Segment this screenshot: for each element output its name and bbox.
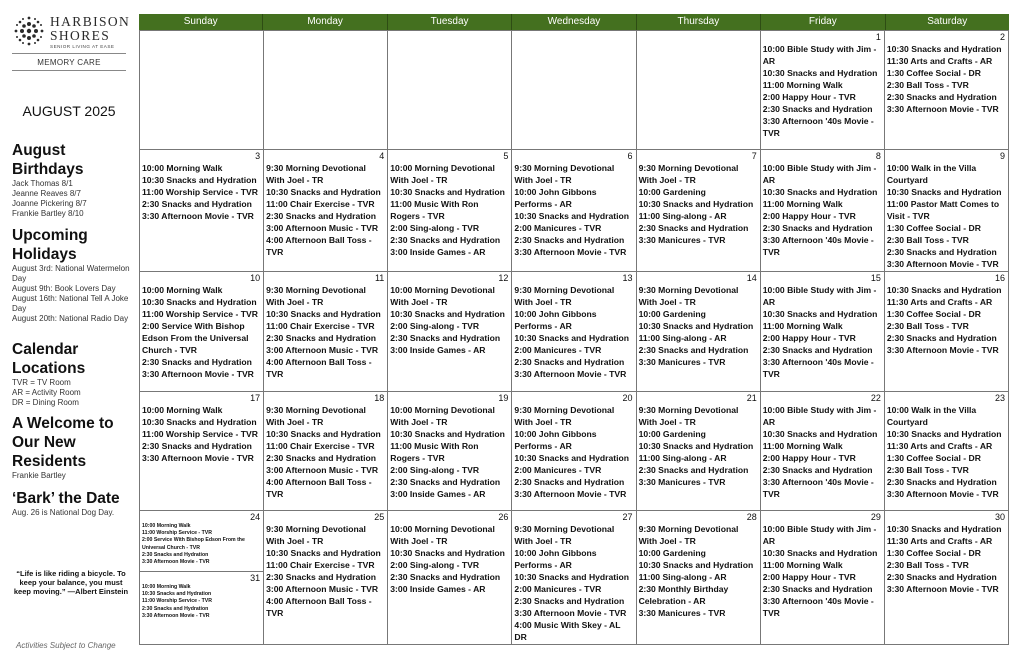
weekday-monday: Monday: [263, 14, 387, 30]
event-item: 9:30 Morning Devotional With Joel - TR: [638, 524, 739, 546]
event-item: 10:30 Snacks and Hydration: [762, 187, 878, 198]
brand-name-line1: HARBISON: [50, 14, 131, 29]
day-number: 5: [503, 151, 509, 162]
day-number: 26: [498, 512, 509, 522]
event-item: 11:00 Chair Exercise - TVR: [266, 199, 375, 210]
event-item: 2:30 Snacks and Hydration: [142, 440, 252, 451]
event-item: 1:30 Coffee Social - DR: [886, 452, 981, 463]
day-number: 8: [875, 151, 881, 162]
day-number: 31: [250, 573, 261, 583]
event-item: 10:30 Snacks and Hydration: [390, 309, 505, 320]
event-item: 3:30 Afternoon '40s Movie - TVR: [762, 235, 874, 258]
event-item: 3:30 Afternoon Movie - TVR: [142, 559, 210, 566]
brand-name-line2: SHORES: [50, 28, 111, 43]
event-item: 11:00 Sing-along - AR: [638, 333, 727, 344]
event-item: 2:30 Snacks and Hydration: [390, 572, 501, 582]
event-item: 10:30 Snacks and Hydration: [762, 548, 878, 558]
day-number: 14: [746, 273, 757, 284]
day-number: 15: [870, 273, 881, 284]
holiday-line: August 3rd: National Watermelon Day: [12, 264, 130, 283]
event-item: 3:00 Inside Games - AR: [390, 247, 486, 258]
event-item: 2:30 Snacks and Hydration: [886, 92, 997, 102]
event-item: 3:00 Afternoon Music - TVR: [266, 345, 379, 356]
event-item: 10:30 Snacks and Hydration: [886, 428, 1002, 439]
event-item: 10:30 Snacks and Hydration: [886, 187, 1002, 198]
birthdays-section: [12, 141, 136, 219]
day-number: 24: [250, 512, 261, 522]
event-item: 10:00 John Gibbons Performs - AR: [514, 309, 597, 332]
event-item: 1:30 Coffee Social - DR: [886, 548, 981, 558]
day-cell: [140, 31, 264, 150]
event-item: 11:00 Worship Service - TVR: [142, 187, 258, 198]
event-item: 11:30 Arts and Crafts - AR: [886, 440, 993, 451]
day-number: 16: [994, 273, 1005, 284]
event-item: 10:30 Snacks and Hydration: [762, 68, 878, 78]
day-cell-bottom: [140, 572, 263, 644]
weekday-sunday: Sunday: [139, 14, 263, 30]
day-cell: [388, 272, 512, 391]
weekday-tuesday: Tuesday: [388, 14, 512, 30]
day-cell: [140, 392, 264, 511]
event-item: 10:30 Snacks and Hydration: [514, 333, 630, 344]
event-item: 11:30 Arts and Crafts - AR: [886, 536, 993, 546]
day-cell: [637, 392, 761, 511]
event-item: 3:30 Manicures - TVR: [638, 357, 726, 368]
event-item: 3:00 Inside Games - AR: [390, 584, 486, 594]
day-number: 2: [999, 32, 1005, 42]
event-item: 10:00 John Gibbons Performs - AR: [514, 548, 597, 570]
event-item: 10:00 Bible Study with Jim - AR: [762, 524, 877, 546]
event-item: 10:30 Snacks and Hydration: [886, 524, 1002, 534]
locations-section: [12, 340, 136, 408]
event-item: 10:00 Morning Devotional With Joel - TR: [390, 163, 495, 186]
event-item: 10:30 Snacks and Hydration: [638, 321, 754, 332]
event-item: 2:30 Snacks and Hydration: [390, 333, 501, 344]
quote: “Life is like riding a bicycle. To keep your balance, you must keep moving.” —Albert Einstein: [13, 569, 129, 596]
event-item: 2:00 Manicures - TVR: [514, 464, 602, 475]
event-item: 3:30 Afternoon '40s Movie - TVR: [762, 357, 874, 380]
event-item: 9:30 Morning Devotional With Joel - TR: [514, 285, 615, 308]
birthday-line: Jack Thomas 8/1: [12, 179, 73, 188]
weekday-friday: Friday: [761, 14, 885, 30]
day-number: 7: [751, 151, 757, 162]
event-item: 2:00 Happy Hour - TVR: [762, 211, 856, 222]
event-item: 2:30 Snacks and Hydration: [266, 333, 376, 344]
event-item: 9:30 Morning Devotional With Joel - TR: [514, 524, 615, 546]
event-item: 11:00 Music With Ron Rogers - TVR: [390, 199, 479, 222]
day-cell: [388, 511, 512, 645]
event-item: 2:30 Snacks and Hydration: [142, 551, 209, 558]
event-item: 10:30 Snacks and Hydration: [142, 416, 257, 427]
event-item: 10:30 Snacks and Hydration: [886, 285, 1002, 296]
event-item: 11:00 Morning Walk: [762, 321, 843, 332]
weekday-thursday: Thursday: [637, 14, 761, 30]
event-item: 10:30 Snacks and Hydration: [762, 309, 878, 320]
location-line: DR = Dining Room: [12, 398, 79, 407]
event-item: 2:00 Sing-along - TVR: [390, 464, 480, 475]
day-cell: [264, 31, 388, 150]
event-item: 9:30 Morning Devotional With Joel - TR: [266, 285, 366, 308]
event-item: 2:30 Snacks and Hydration: [638, 223, 749, 234]
event-item: 10:00 Walk in the Villa Courtyard: [886, 404, 977, 427]
event-item: 10:30 Snacks and Hydration: [142, 297, 257, 308]
calendar-grid: [139, 30, 1009, 645]
day-number: 19: [498, 392, 509, 403]
event-item: 2:30 Snacks and Hydration: [390, 476, 501, 487]
event-item: 4:00 Afternoon Ball Toss - TVR: [266, 476, 372, 499]
event-item: 9:30 Morning Devotional With Joel - TR: [266, 524, 366, 546]
event-item: 10:00 Morning Walk: [142, 584, 191, 590]
event-item: 2:30 Snacks and Hydration: [142, 605, 209, 612]
event-item: 2:00 Manicures - TVR: [514, 345, 602, 356]
event-item: 2:30 Snacks and Hydration: [638, 464, 749, 475]
event-item: 2:00 Manicures - TVR: [514, 584, 602, 594]
event-item: 10:00 Gardening: [638, 309, 706, 320]
event-item: 10:00 Walk in the Villa Courtyard: [886, 163, 977, 186]
event-item: 10:00 Morning Walk: [142, 404, 223, 415]
event-item: 10:30 Snacks and Hydration: [142, 591, 212, 598]
day-number: 13: [622, 273, 633, 284]
event-item: 10:30 Snacks and Hydration: [390, 548, 505, 558]
event-item: 10:30 Snacks and Hydration: [266, 428, 381, 439]
event-item: 3:30 Afternoon Movie - TVR: [514, 369, 627, 380]
holidays-section: [12, 226, 136, 324]
event-item: 2:30 Monthly Birthday Celebration - AR: [638, 584, 729, 606]
event-item: 11:00 Morning Walk: [762, 440, 843, 451]
program-label: MEMORY CARE: [12, 53, 126, 71]
bark-heading: ‘Bark’ the Date: [12, 490, 120, 507]
event-item: 2:30 Snacks and Hydration: [762, 223, 873, 234]
event-item: 9:30 Morning Devotional With Joel - TR: [638, 285, 739, 308]
day-cell: [885, 31, 1009, 150]
event-item: 3:30 Afternoon Movie - TVR: [142, 612, 210, 619]
day-number: 23: [994, 392, 1005, 403]
event-item: 11:00 Worship Service - TVR: [142, 530, 212, 537]
welcome-heading: A Welcome to Our New Residents: [12, 415, 114, 470]
harbison-shores-logo: [12, 14, 130, 50]
event-item: 2:30 Snacks and Hydration: [266, 211, 376, 222]
footer-note: Activities Subject to Change: [16, 641, 116, 650]
event-item: 10:00 Morning Devotional With Joel - TR: [390, 524, 495, 546]
event-item: 2:30 Snacks and Hydration: [266, 452, 376, 463]
event-item: 11:00 Worship Service - TVR: [142, 309, 258, 320]
event-item: 11:00 Sing-along - AR: [638, 211, 727, 222]
event-item: 2:00 Happy Hour - TVR: [762, 572, 856, 582]
day-cell: [512, 272, 636, 391]
day-number: 12: [498, 273, 509, 284]
event-item: 3:30 Manicures - TVR: [638, 608, 726, 618]
event-item: 10:00 John Gibbons Performs - AR: [514, 187, 597, 210]
day-cell: [637, 272, 761, 391]
event-item: 2:30 Snacks and Hydration: [762, 345, 873, 356]
event-item: 2:30 Snacks and Hydration: [762, 464, 873, 475]
sidebar: [0, 0, 138, 663]
day-cell: [761, 150, 885, 272]
event-item: 2:30 Snacks and Hydration: [886, 247, 997, 258]
event-item: 2:30 Snacks and Hydration: [514, 596, 625, 606]
day-cell: [637, 511, 761, 645]
event-item: 10:00 Gardening: [638, 428, 706, 439]
event-item: 2:00 Sing-along - TVR: [390, 223, 480, 234]
day-cell: [388, 31, 512, 150]
event-item: 10:30 Snacks and Hydration: [390, 428, 505, 439]
event-item: 2:00 Happy Hour - TVR: [762, 333, 856, 344]
event-item: 3:30 Manicures - TVR: [638, 235, 726, 246]
event-item: 10:00 John Gibbons Performs - AR: [514, 428, 597, 451]
event-item: 10:30 Snacks and Hydration: [514, 452, 630, 463]
day-cell: [140, 272, 264, 391]
event-item: 9:30 Morning Devotional With Joel - TR: [266, 163, 366, 186]
event-item: 10:30 Snacks and Hydration: [266, 309, 381, 320]
event-item: 2:30 Snacks and Hydration: [514, 235, 625, 246]
event-item: 2:00 Service With Bishop Edson From the Universal Church - TVR: [142, 537, 245, 551]
event-item: 9:30 Morning Devotional With Joel - TR: [638, 404, 739, 427]
event-item: 10:00 Gardening: [638, 187, 706, 198]
event-item: 4:00 Afternoon Ball Toss - TVR: [266, 596, 372, 618]
event-item: 3:00 Inside Games - AR: [390, 488, 486, 499]
event-item: 2:30 Ball Toss - TVR: [886, 560, 969, 570]
birthday-line: Jeanne Reaves 8/7: [12, 189, 81, 198]
event-item: 2:30 Snacks and Hydration: [142, 199, 252, 210]
event-item: 9:30 Morning Devotional With Joel - TR: [266, 404, 366, 427]
event-item: 3:00 Afternoon Music - TVR: [266, 464, 379, 475]
day-cell: [264, 392, 388, 511]
day-number: 6: [627, 151, 633, 162]
event-item: 11:00 Chair Exercise - TVR: [266, 321, 375, 332]
event-item: 3:30 Afternoon Movie - TVR: [886, 345, 999, 356]
day-cell: [512, 31, 636, 150]
locations-heading: Calendar Locations: [12, 341, 86, 377]
event-item: 2:30 Snacks and Hydration: [390, 235, 501, 246]
day-cell: [512, 392, 636, 511]
day-cell: [388, 392, 512, 511]
event-item: 10:30 Snacks and Hydration: [266, 187, 381, 198]
day-number: 18: [374, 392, 385, 403]
event-item: 3:30 Afternoon Movie - TVR: [886, 104, 999, 114]
event-item: 3:30 Afternoon Movie - TVR: [142, 211, 254, 222]
event-item: 2:30 Snacks and Hydration: [762, 104, 873, 114]
event-item: 2:00 Manicures - TVR: [514, 223, 602, 234]
weekday-saturday: Saturday: [927, 16, 968, 27]
event-item: 2:00 Sing-along - TVR: [390, 560, 480, 570]
event-item: 3:30 Afternoon Movie - TVR: [142, 369, 254, 380]
event-item: 10:00 Morning Devotional With Joel - TR: [390, 404, 495, 427]
bark-section: [12, 489, 136, 518]
day-cell: [140, 511, 264, 645]
event-item: 2:30 Snacks and Hydration: [514, 476, 625, 487]
event-item: 10:00 Bible Study with Jim - AR: [762, 285, 877, 308]
event-item: 1:30 Coffee Social - DR: [886, 309, 981, 320]
event-item: 2:00 Service With Bishop Edson From the Universal Church - TVR: [142, 321, 249, 356]
event-item: 3:30 Afternoon '40s Movie - TVR: [762, 476, 874, 499]
event-item: 2:00 Happy Hour - TVR: [762, 92, 856, 102]
event-item: 10:30 Snacks and Hydration: [762, 428, 878, 439]
event-item: 9:30 Morning Devotional With Joel - TR: [638, 163, 739, 186]
day-cell: [637, 31, 761, 150]
bark-line: Aug. 26 is National Dog Day.: [12, 508, 115, 517]
event-item: 10:00 Bible Study with Jim - AR: [762, 44, 877, 66]
event-item: 2:30 Snacks and Hydration: [638, 345, 749, 356]
event-item: 2:30 Ball Toss - TVR: [886, 80, 969, 90]
brand-tagline: SENIOR LIVING AT EASE: [50, 44, 115, 49]
event-item: 11:00 Morning Walk: [762, 560, 843, 570]
birthdays-heading: August Birthdays: [12, 142, 84, 178]
location-line: TVR = TV Room: [12, 378, 71, 387]
event-item: 10:30 Snacks and Hydration: [638, 199, 754, 210]
welcome-section: [12, 414, 136, 481]
day-cell: [264, 511, 388, 645]
day-number: 30: [994, 512, 1005, 522]
birthday-line: Joanne Pickering 8/7: [12, 199, 87, 208]
event-item: 11:00 Pastor Matt Comes to Visit - TVR: [886, 199, 1000, 222]
day-cell: [761, 272, 885, 391]
event-item: 2:30 Snacks and Hydration: [762, 584, 873, 594]
event-item: 2:30 Snacks and Hydration: [266, 572, 376, 582]
event-item: 11:00 Sing-along - AR: [638, 572, 727, 582]
event-item: 3:00 Inside Games - AR: [390, 345, 486, 356]
day-cell: [761, 392, 885, 511]
event-item: 3:30 Afternoon '40s Movie - TVR: [762, 116, 874, 138]
day-number: 22: [870, 392, 881, 403]
event-item: 10:00 Bible Study with Jim - AR: [762, 404, 877, 427]
day-number: 17: [250, 392, 261, 403]
day-cell: [264, 272, 388, 391]
event-item: 10:00 Gardening: [638, 548, 706, 558]
event-item: 11:00 Sing-along - AR: [638, 452, 727, 463]
day-cell: [637, 150, 761, 272]
birthday-line: Frankie Bartley 8/10: [12, 209, 84, 218]
welcome-line: Frankie Bartley: [12, 471, 66, 480]
day-cell: [885, 511, 1009, 645]
event-item: 11:00 Chair Exercise - TVR: [266, 440, 375, 451]
event-item: 10:30 Snacks and Hydration: [638, 440, 754, 451]
event-item: 2:30 Ball Toss - TVR: [886, 235, 969, 246]
event-item: 3:30 Afternoon '40s Movie - TVR: [762, 596, 874, 618]
day-number: 9: [999, 151, 1005, 162]
day-cell: [140, 150, 264, 272]
day-number: 1: [875, 32, 881, 42]
day-number: 20: [622, 392, 633, 403]
event-item: 3:30 Afternoon Movie - TVR: [886, 488, 999, 499]
day-cell: [264, 150, 388, 272]
event-item: 9:30 Morning Devotional With Joel - TR: [514, 163, 615, 186]
day-number: 29: [870, 512, 881, 522]
event-item: 2:00 Happy Hour - TVR: [762, 452, 856, 463]
event-item: 10:30 Snacks and Hydration: [390, 187, 505, 198]
day-number: 3: [255, 151, 261, 162]
event-item: 9:30 Morning Devotional With Joel - TR: [514, 404, 615, 427]
event-item: 3:30 Afternoon Movie - TVR: [142, 452, 254, 463]
holiday-line: August 20th: National Radio Day: [12, 314, 129, 323]
event-item: 11:00 Worship Service - TVR: [142, 598, 212, 605]
event-item: 2:00 Sing-along - TVR: [390, 321, 480, 332]
event-item: 2:30 Snacks and Hydration: [142, 357, 252, 368]
event-item: 3:00 Afternoon Music - TVR: [266, 223, 379, 234]
event-item: 11:00 Worship Service - TVR: [142, 428, 258, 439]
weekday-header: [139, 14, 1009, 30]
event-item: 3:30 Afternoon Movie - TVR: [514, 608, 627, 618]
event-item: 2:30 Ball Toss - TVR: [886, 321, 969, 332]
event-item: 2:30 Snacks and Hydration: [886, 572, 997, 582]
event-item: 10:30 Snacks and Hydration: [266, 548, 381, 558]
holiday-line: August 16th: National Tell A Joke Day: [12, 294, 129, 313]
event-item: 10:30 Snacks and Hydration: [514, 572, 630, 582]
day-cell: [885, 392, 1009, 511]
day-number: 25: [374, 512, 385, 522]
event-item: 1:30 Coffee Social - DR: [886, 68, 981, 78]
day-number: 27: [622, 512, 633, 522]
day-cell: [512, 511, 636, 645]
event-item: 10:30 Snacks and Hydration: [142, 175, 257, 186]
calendar: [139, 14, 1009, 646]
day-number: 4: [379, 151, 385, 162]
event-item: 11:30 Arts and Crafts - AR: [886, 297, 993, 308]
event-item: 3:30 Afternoon Movie - TVR: [886, 584, 999, 594]
event-item: 10:00 Morning Walk: [142, 285, 223, 296]
event-item: 10:00 Morning Walk: [142, 163, 223, 174]
month-title: AUGUST 2025: [22, 103, 116, 119]
day-cell: [761, 511, 885, 645]
event-item: 4:00 Afternoon Ball Toss - TVR: [266, 357, 372, 380]
event-item: 11:00 Music With Ron Rogers - TVR: [390, 440, 479, 463]
event-item: 4:00 Afternoon Ball Toss - TVR: [266, 235, 372, 258]
event-item: 10:00 Bible Study with Jim - AR: [762, 163, 877, 186]
event-item: 11:00 Morning Walk: [762, 199, 843, 210]
event-item: 2:30 Snacks and Hydration: [886, 476, 997, 487]
location-line: AR = Activity Room: [12, 388, 81, 397]
event-item: 10:30 Snacks and Hydration: [514, 211, 630, 222]
day-cell: [885, 272, 1009, 391]
event-item: 3:30 Afternoon Movie - TVR: [886, 259, 999, 270]
event-item: 1:30 Coffee Social - DR: [886, 223, 981, 234]
event-item: 10:00 Morning Walk: [142, 523, 191, 529]
day-cell: [512, 150, 636, 272]
event-item: 2:30 Ball Toss - TVR: [886, 464, 969, 475]
event-item: 3:30 Afternoon Movie - TVR: [514, 247, 627, 258]
day-cell: [885, 150, 1009, 272]
event-item: 2:30 Snacks and Hydration: [886, 333, 997, 344]
event-item: 10:30 Snacks and Hydration: [638, 560, 754, 570]
day-number: 10: [250, 273, 261, 284]
event-item: 11:00 Morning Walk: [762, 80, 843, 90]
day-cell-top: [140, 511, 263, 572]
weekday-wednesday: Wednesday: [512, 14, 636, 30]
event-item: 11:00 Chair Exercise - TVR: [266, 560, 375, 570]
event-item: 10:30 Snacks and Hydration: [886, 44, 1002, 54]
event-item: 3:30 Afternoon Movie - TVR: [514, 488, 627, 499]
event-item: 2:30 Snacks and Hydration: [514, 357, 625, 368]
flower-logo-icon: [12, 14, 46, 48]
event-item: 4:00 Music With Skey - AL DR: [514, 620, 621, 642]
event-item: 10:00 Morning Devotional With Joel - TR: [390, 285, 495, 308]
day-number: 11: [374, 273, 385, 284]
day-number: 28: [746, 512, 757, 522]
day-cell: [761, 31, 885, 150]
event-item: 3:00 Afternoon Music - TVR: [266, 584, 379, 594]
day-cell: [388, 150, 512, 272]
day-number: 21: [746, 392, 757, 403]
event-item: 3:30 Manicures - TVR: [638, 476, 726, 487]
holidays-heading: Upcoming Holidays: [12, 227, 88, 263]
event-item: 11:30 Arts and Crafts - AR: [886, 56, 993, 66]
holiday-line: August 9th: Book Lovers Day: [12, 284, 116, 293]
